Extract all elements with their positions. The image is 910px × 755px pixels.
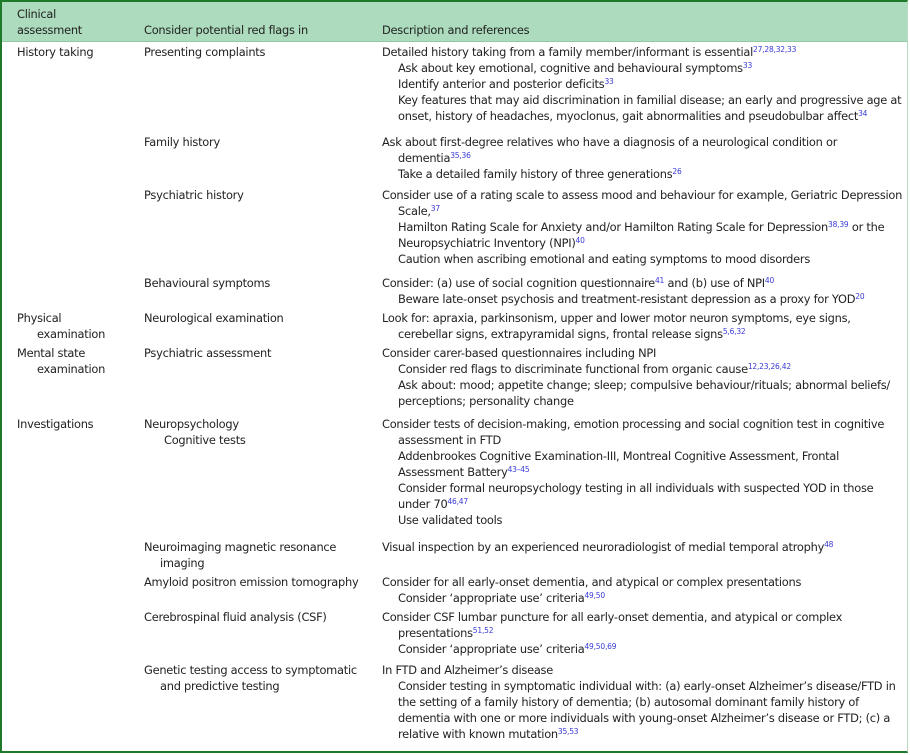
assessment-cell bbox=[17, 310, 137, 342]
description-line: cerebellar signs, extrapyramidal signs, frontal release signs$^{5,6,32}$ bbox=[398, 327, 746, 341]
reference-link[interactable]: 12,23,26,42 bbox=[747, 362, 791, 371]
reference-link[interactable]: 51,52 bbox=[472, 626, 494, 635]
description-line: Consider use of a rating scale to assess mood and behaviour for example, Geriatric Depression bbox=[382, 188, 903, 202]
description-line: Consider carer-based questionnaires including NPI bbox=[382, 346, 657, 360]
description-cell bbox=[382, 275, 907, 307]
table-header bbox=[2, 2, 907, 42]
description-line: Neuropsychiatric Inventory (NPI)$^{40}$ bbox=[398, 236, 585, 250]
red-flag-cell bbox=[144, 662, 376, 694]
description-line: the setting of a family history of dementia; (b) autosomal dominant family history of bbox=[398, 695, 859, 709]
reference-link[interactable]: 49,50,69 bbox=[584, 642, 617, 651]
description-cell bbox=[382, 345, 907, 409]
reference-link[interactable]: 33 bbox=[604, 77, 614, 86]
red-flag-line: and predictive testing bbox=[160, 679, 280, 693]
header-col1-line1: Clinical bbox=[17, 7, 57, 21]
reference-link[interactable]: 5,6,32 bbox=[722, 327, 746, 336]
reference-link[interactable]: 26 bbox=[672, 167, 682, 176]
header-red-flags: Consider potential red flags in bbox=[144, 23, 308, 37]
reference-link[interactable]: 40 bbox=[575, 236, 585, 245]
description-line: dementia with one or more individuals with young-onset Alzheimer’s disease or FTD; (c) a bbox=[398, 711, 891, 725]
red-flag-cell: Behavioural symptoms bbox=[144, 276, 271, 290]
description-line: Consider tests of decision-making, emotion processing and social cognition test in cognitive bbox=[382, 417, 885, 431]
description-cell bbox=[382, 187, 907, 267]
description-line: Consider CSF lumbar puncture for all early-onset dementia, and atypical or complex bbox=[382, 610, 843, 624]
reference-link[interactable]: 33 bbox=[742, 61, 753, 70]
description-line: Scale,$^{37}$ bbox=[398, 204, 440, 218]
description-line: under 70$^{46,47}$ bbox=[398, 497, 468, 511]
description-line: onset, history of headaches, myoclonus, gait abnormalities and pseudobulbar affect$^{34}$ bbox=[398, 109, 868, 123]
reference-link[interactable]: 40 bbox=[764, 276, 775, 285]
reference-link[interactable]: 34 bbox=[858, 109, 868, 118]
description-line: Consider red flags to discriminate functional from organic cause$^{12,23,26,42}$ bbox=[398, 362, 791, 376]
red-flag-cell: Cerebrospinal fluid analysis (CSF) bbox=[144, 610, 327, 624]
assessment-cell bbox=[17, 345, 137, 377]
header-col1-line2: assessment bbox=[17, 23, 83, 37]
red-flag-cell: Amyloid positron emission tomography bbox=[144, 575, 359, 589]
description-line: Assessment Battery$^{43-45}$ bbox=[398, 465, 530, 479]
description-line: Ask about: mood; appetite change; sleep; compulsive behaviour/rituals; abnormal beliefs/ bbox=[398, 378, 890, 392]
reference-link[interactable]: 43–45 bbox=[507, 465, 530, 474]
description-line: In FTD and Alzheimer’s disease bbox=[382, 663, 554, 677]
description-cell bbox=[382, 574, 907, 606]
header-clinical-assessment bbox=[17, 6, 127, 38]
reference-link[interactable]: 48 bbox=[824, 540, 834, 549]
description-line: Identify anterior and posterior deficits$^{33}$ bbox=[398, 77, 614, 91]
description-line: assessment in FTD bbox=[398, 433, 501, 447]
reference-link[interactable]: 37 bbox=[430, 204, 440, 213]
description-line: dementia$^{35,36}$ bbox=[398, 151, 471, 165]
red-flag-cell: Psychiatric history bbox=[144, 188, 244, 202]
reference-link[interactable]: 49,50 bbox=[584, 591, 605, 600]
description-line: Key features that may aid discrimination in familial disease; an early and progressive age at bbox=[398, 93, 902, 107]
assessment-line: examination bbox=[37, 362, 106, 376]
assessment-line: Physical bbox=[17, 311, 62, 325]
description-line: Consider for all early-onset dementia, and atypical or complex presentations bbox=[382, 575, 802, 589]
red-flag-cell: Psychiatric assessment bbox=[144, 346, 272, 360]
red-flag-line: Cognitive tests bbox=[164, 433, 246, 447]
reference-link[interactable]: 27,28,32,33 bbox=[753, 45, 797, 54]
header-description: Description and references bbox=[382, 23, 530, 37]
red-flag-cell bbox=[144, 539, 376, 571]
description-line: Detailed history taking from a family member/informant is essential$^{27,28,32,33}$ bbox=[382, 45, 797, 59]
reference-link[interactable]: 46,47 bbox=[447, 497, 468, 506]
red-flag-cell: Family history bbox=[144, 135, 220, 149]
description-cell bbox=[382, 416, 907, 528]
description-line: Consider formal neuropsychology testing in all individuals with suspected YOD in those bbox=[398, 481, 874, 495]
description-line: Ask about first-degree relatives who have a diagnosis of a neurological condition or bbox=[382, 135, 838, 149]
description-line: Take a detailed family history of three generations$^{26}$ bbox=[398, 167, 682, 181]
red-flag-cell bbox=[144, 416, 376, 448]
reference-link[interactable]: 35,53 bbox=[557, 727, 579, 736]
description-line: Look for: apraxia, parkinsonism, upper and lower motor neuron symptoms, eye signs, bbox=[382, 311, 851, 325]
description-line: Beware late-onset psychosis and treatment-resistant depression as a proxy for YOD$^{20}$ bbox=[398, 292, 865, 306]
description-cell bbox=[382, 134, 907, 182]
description-line: Consider ‘appropriate use’ criteria$^{49,50}$ bbox=[398, 591, 605, 605]
assessment-cell: Investigations bbox=[17, 417, 94, 431]
description-cell bbox=[382, 44, 907, 124]
reference-link[interactable]: 41 bbox=[654, 276, 665, 285]
description-line: Consider ‘appropriate use’ criteria$^{49,50,69}$ bbox=[398, 642, 617, 656]
description-line: Caution when ascribing emotional and eating symptoms to mood disorders bbox=[398, 252, 811, 266]
description-line: Addenbrookes Cognitive Examination-III, Montreal Cognitive Assessment, Frontal bbox=[398, 449, 840, 463]
description-line: Consider: (a) use of social cognition questionnaire$^{41}$ and (b) use of NPI$^{40}$ bbox=[382, 276, 775, 290]
description-line: perceptions; personality change bbox=[398, 394, 574, 408]
red-flag-line: Genetic testing access to symptomatic bbox=[144, 663, 357, 677]
description-cell bbox=[382, 539, 907, 555]
description-line: relative with known mutation$^{35,53}$ bbox=[398, 727, 579, 741]
red-flag-line: Neuropsychology bbox=[144, 417, 239, 431]
red-flag-cell: Neurological examination bbox=[144, 311, 284, 325]
description-cell bbox=[382, 310, 907, 342]
reference-link[interactable]: 35,36 bbox=[450, 151, 471, 160]
red-flag-line: imaging bbox=[160, 556, 205, 570]
red-flag-cell: Presenting complaints bbox=[144, 45, 266, 59]
reference-link[interactable]: 38,39 bbox=[828, 220, 849, 229]
red-flag-line: Neuroimaging magnetic resonance bbox=[144, 540, 337, 554]
description-cell bbox=[382, 609, 907, 657]
description-cell bbox=[382, 662, 907, 742]
description-line: Hamilton Rating Scale for Anxiety and/or Hamilton Rating Scale for Depression$^{38,39}$ or the bbox=[398, 220, 885, 234]
description-line: Use validated tools bbox=[398, 513, 503, 527]
description-line: Ask about key emotional, cognitive and behavioural symptoms$^{33}$ bbox=[398, 61, 753, 75]
assessment-cell: History taking bbox=[17, 45, 94, 59]
assessment-line: examination bbox=[37, 327, 106, 341]
description-line: presentations$^{51,52}$ bbox=[398, 626, 494, 640]
description-line: Visual inspection by an experienced neuroradiologist of medial temporal atrophy$^{48}$ bbox=[382, 540, 834, 554]
reference-link[interactable]: 20 bbox=[855, 292, 865, 301]
description-line: Consider testing in symptomatic individual with: (a) early-onset Alzheimer’s disease/FTD in bbox=[398, 679, 896, 693]
assessment-line: Mental state bbox=[17, 346, 86, 360]
